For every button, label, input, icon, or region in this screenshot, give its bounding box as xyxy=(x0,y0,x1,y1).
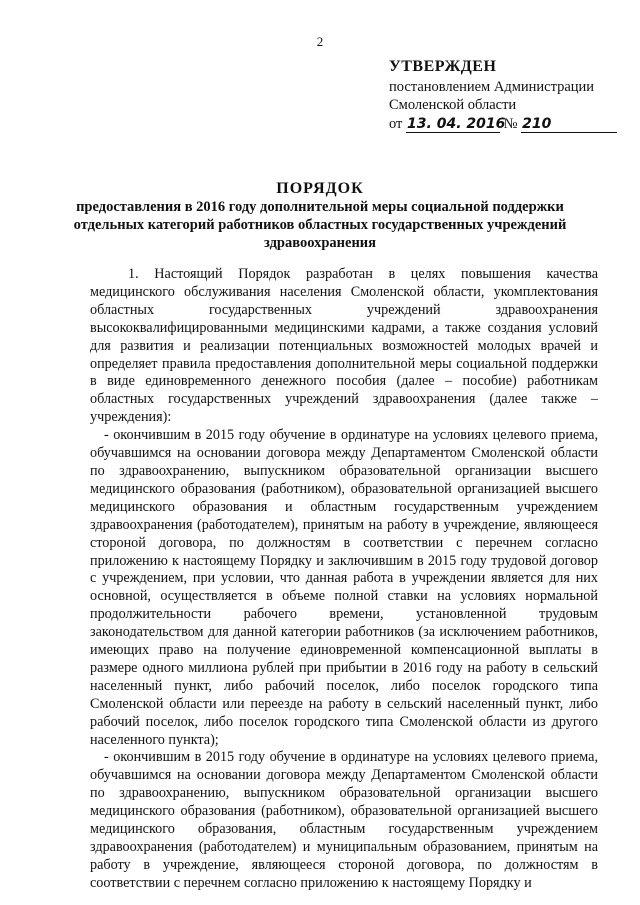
approval-line-2: Смоленской области xyxy=(389,97,517,113)
approval-date-line xyxy=(389,115,629,133)
bullet-paragraph-1: - окончившим в 2015 году обучение в ординатуре на условиях целевого приема, обучавшимся на основании договора между Департаментом Смоленской области по здравоохранению, выпускником образовательной организации высшего медицинского образования (работником), образовательной организацией высшего медицинского образования и областным государственным учреждением здравоохранения (работодателем), принятым на работу в учреждение, являющееся стороной договора, по должностям в соответствии с перечнем согласно приложению к настоящему Порядку и заключившим в 2015 году трудовой договор с учреждением, при условии, что данная работа в учреждении является для них основной, осуществляется в объеме полной ставки на условиях нормальной продолжительности рабочего времени, установленной трудовым законодательством для данной категории работников (за исключением работников, имеющих право на получение единовременной компенсационной выплаты в размере одного миллиона рублей при прибытии в 2016 году на работу в сельский населенный пункт, либо рабочий поселок, либо поселок городского типа Смоленской области или переезде на работу в сельский населенный пункт, либо рабочий поселок, либо поселок городского типа Смоленской области из другого населенного пункта); xyxy=(90,427,598,748)
paragraph-1: 1. Настоящий Порядок разработан в целях повышения качества медицинского обслуживания населения Смоленской области, укомплектования областных государственных учреждений здравоохранения высококвалифицированными медицинскими кадрами, а также создания условий для развития и реализации потенциальных возможностей молодых врачей и определяет правила предоставления дополнительной меры социальной поддержки в виде единовременного денежного пособия (далее – пособие) работникам областных государственных учреждений здравоохранения (далее также – учреждения): xyxy=(90,266,598,426)
approval-block xyxy=(389,58,629,133)
document-body xyxy=(90,266,598,893)
approval-line-1: постановлением Администрации xyxy=(389,79,595,95)
number-sign: № xyxy=(503,116,518,132)
handwritten-date: 13. 04. 2016 xyxy=(407,116,506,132)
page-number: 2 xyxy=(316,34,324,49)
bullet-paragraph-2: - окончившим в 2015 году обучение в ординатуре на условиях целевого приема, обучавшимся на основании договора между Департаментом Смоленской области по здравоохранению, выпускником образовательной организации высшего медицинского образования (работником), образовательной организацией высшего медицинского образования, областным государственным учреждением здравоохранения (работодателем) и муниципальным образованием, принятым на работу в учреждение, являющееся стороной договора, по должностям в соответствии с перечнем согласно приложению к настоящему Порядку и xyxy=(90,749,598,891)
document-title: ПОРЯДОК xyxy=(276,180,364,197)
date-prefix: от xyxy=(389,116,403,132)
approval-heading: УТВЕРЖДЕН xyxy=(389,58,497,75)
document-subtitle: предоставления в 2016 году дополнительной меры социальной поддержки отдельных категорий работников областных государственных учреждений здравоохранения xyxy=(73,199,567,251)
handwritten-number: 210 xyxy=(521,116,617,133)
